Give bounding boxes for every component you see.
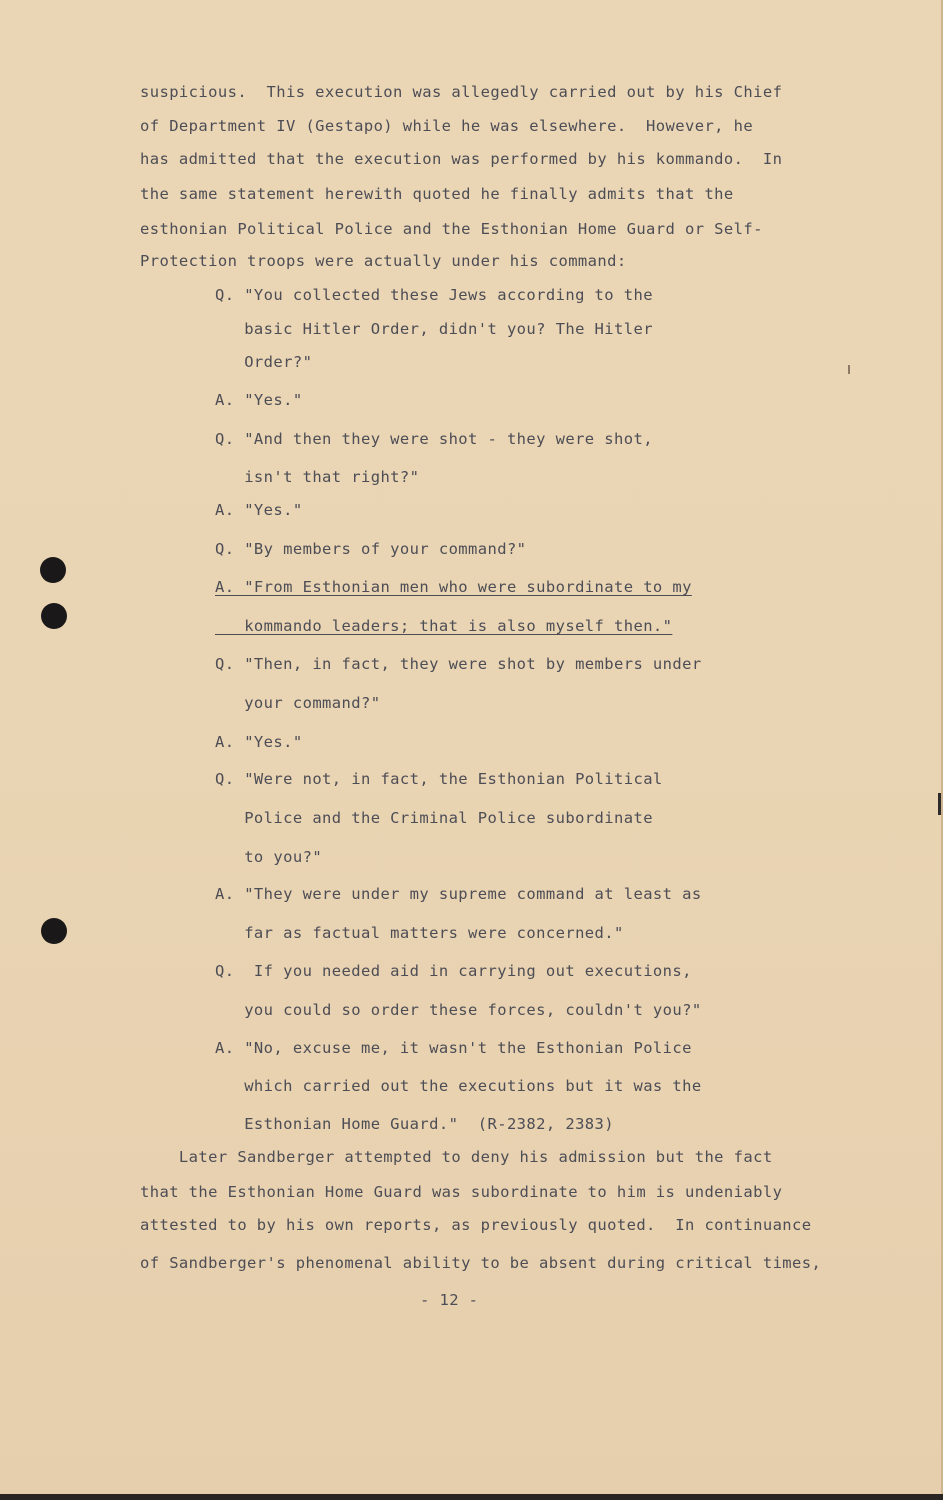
- intro-line: suspicious. This execution was allegedly carried out by his Chief: [140, 83, 783, 101]
- testimony-line: Q. "Were not, in fact, the Esthonian Political: [215, 770, 663, 788]
- testimony-line: Order?": [215, 353, 313, 371]
- testimony-line: Esthonian Home Guard." (R-2382, 2383): [215, 1115, 615, 1133]
- intro-line: of Department IV (Gestapo) while he was elsewhere. However, he: [140, 117, 754, 135]
- testimony-line: A. "They were under my supreme command at least as: [215, 885, 702, 903]
- testimony-line: isn't that right?": [215, 468, 420, 486]
- closing-line: Later Sandberger attempted to deny his admission but the fact: [140, 1148, 773, 1166]
- testimony-line: basic Hitler Order, didn't you? The Hitler: [215, 320, 653, 338]
- testimony-line: Q. "And then they were shot - they were shot,: [215, 430, 653, 448]
- testimony-line: far as factual matters were concerned.": [215, 924, 624, 942]
- punch-hole: [41, 603, 67, 629]
- testimony-line: A. "From Esthonian men who were subordinate to my: [215, 578, 692, 596]
- testimony-line: A. "No, excuse me, it wasn't the Esthonian Police: [215, 1039, 692, 1057]
- punch-hole: [41, 918, 67, 944]
- intro-line: has admitted that the execution was performed by his kommando. In: [140, 150, 783, 168]
- intro-line: the same statement herewith quoted he finally admits that the: [140, 185, 734, 203]
- testimony-line: you could so order these forces, couldn't you?": [215, 1001, 702, 1019]
- testimony-line: A. "Yes.": [215, 733, 303, 751]
- ink-mark: [848, 365, 850, 374]
- punch-hole: [40, 557, 66, 583]
- testimony-line: Q. "By members of your command?": [215, 540, 527, 558]
- page-number: - 12 -: [420, 1291, 479, 1309]
- testimony-line: kommando leaders; that is also myself then.": [215, 617, 673, 635]
- testimony-line: your command?": [215, 694, 381, 712]
- closing-line: attested to by his own reports, as previously quoted. In continuance: [140, 1216, 812, 1234]
- closing-line: of Sandberger's phenomenal ability to be absent during critical times,: [140, 1254, 822, 1272]
- testimony-line: Q. "You collected these Jews according to the: [215, 286, 653, 304]
- testimony-line: to you?": [215, 848, 323, 866]
- closing-line: that the Esthonian Home Guard was subordinate to him is undeniably: [140, 1183, 783, 1201]
- testimony-line: Police and the Criminal Police subordinate: [215, 809, 653, 827]
- testimony-line: Q. "Then, in fact, they were shot by members under: [215, 655, 702, 673]
- scan-border: [0, 1494, 943, 1500]
- testimony-line: A. "Yes.": [215, 391, 303, 409]
- testimony-line: Q. If you needed aid in carrying out executions,: [215, 962, 692, 980]
- testimony-line: A. "Yes.": [215, 501, 303, 519]
- ink-mark: [938, 793, 941, 815]
- intro-line: Protection troops were actually under his command:: [140, 252, 627, 270]
- intro-line: esthonian Political Police and the Esthonian Home Guard or Self-: [140, 220, 763, 238]
- testimony-line: which carried out the executions but it was the: [215, 1077, 702, 1095]
